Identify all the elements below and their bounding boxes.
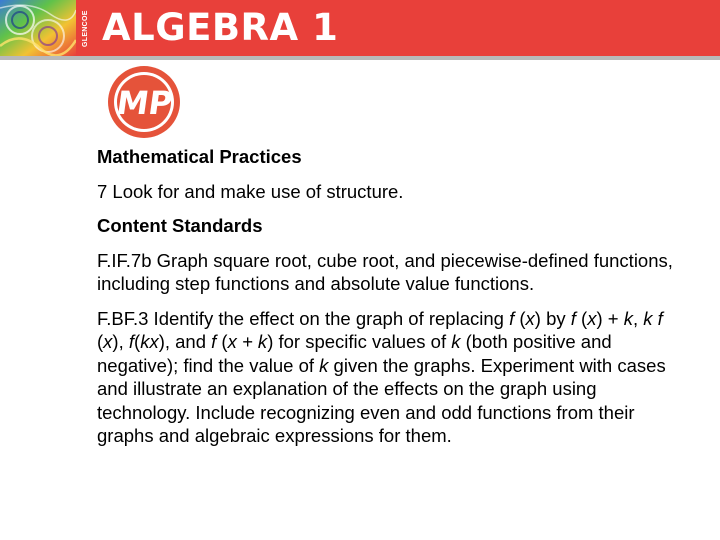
- mp-badge-icon: [104, 64, 184, 140]
- practice-item: 7 Look for and make use of structure.: [97, 180, 404, 202]
- decorative-swirl-art: [0, 0, 76, 56]
- title-banner: [0, 0, 720, 56]
- publisher-logo: GLENCOE: [82, 10, 89, 48]
- standards-content: [97, 145, 682, 456]
- standards-heading: Content Standards: [97, 215, 263, 236]
- mp-badge-text: MP: [114, 84, 175, 122]
- standard-f-if-7b: F.IF.7b Graph square root, cube root, and piecewise-defined functions, including step functions and absolute value functions.: [97, 249, 673, 294]
- course-title: ALGEBRA 1: [102, 6, 339, 49]
- standard-f-bf-3: F.BF.3 Identify the effect on the graph of replacing f (x) by f (x) + k, k f (x), f(kx), and f (x + k) for specific values of k (both positive and negative); find the value of k given the graphs. Experiment with cases and illustrate an explanation of the effects on the graph using technology. Include recognizing even and odd functions from their graphs and algebraic expressions for them.: [97, 307, 666, 446]
- practices-heading: Mathematical Practices: [97, 146, 302, 167]
- banner-divider: [0, 56, 720, 60]
